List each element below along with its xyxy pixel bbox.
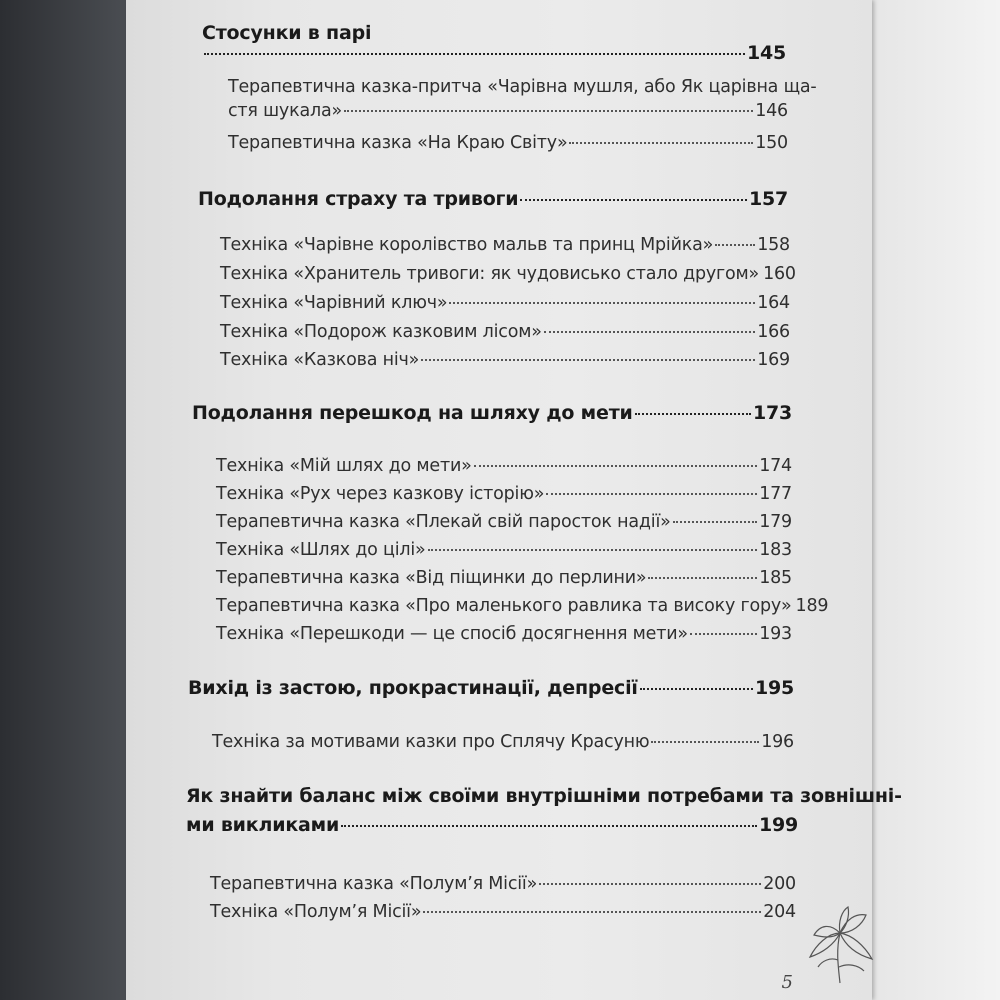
dot-leader <box>648 577 757 579</box>
heading-title: ми викликами <box>186 814 340 836</box>
dot-leader <box>474 465 758 467</box>
dot-leader <box>635 413 751 415</box>
toc-entry <box>216 540 792 560</box>
entry-title: Терапевтична казка «Від піщинки до перлини» <box>216 568 647 588</box>
entry-title: Техніка «Чарівний ключ» <box>220 293 448 313</box>
background-left <box>0 0 126 1000</box>
heading-page: 157 <box>748 188 788 210</box>
toc-entry <box>210 874 796 894</box>
toc-heading <box>202 22 786 44</box>
dot-leader <box>569 142 753 144</box>
entry-page: 158 <box>757 235 790 255</box>
entry-title: Техніка за мотивами казки про Сплячу Красуню <box>212 732 650 752</box>
toc-heading <box>192 402 792 424</box>
toc-entry <box>216 568 792 588</box>
entry-page: 204 <box>763 902 796 922</box>
heading-title: Подолання перешкод на шляху до мети <box>192 402 633 424</box>
toc-entry <box>220 322 790 342</box>
heading-title: Вихід із застою, прокрастинації, депресії <box>188 677 638 699</box>
toc-heading <box>188 677 794 699</box>
entry-title: Техніка «Рух через казкову історію» <box>216 484 545 504</box>
entry-title: Терапевтична казка «Про маленького равлика та високу гору» <box>216 596 792 616</box>
toc-entry <box>216 596 829 616</box>
dot-leader <box>546 493 757 495</box>
heading-page: 145 <box>746 42 786 64</box>
heading-page: 173 <box>752 402 792 424</box>
heading-title-line1: Як знайти баланс між своїми внутрішніми потребами та зовнішні- <box>186 785 902 807</box>
entry-page: 174 <box>759 456 792 476</box>
dot-leader <box>715 244 755 246</box>
toc-entry <box>216 624 792 644</box>
toc-heading-page-line <box>202 42 786 64</box>
dot-leader <box>690 633 757 635</box>
dot-leader <box>544 331 755 333</box>
entry-page: 169 <box>757 350 790 370</box>
entry-title: Техніка «Казкова ніч» <box>220 350 420 370</box>
dot-leader <box>520 199 747 201</box>
dot-leader <box>204 53 745 55</box>
entry-page: 179 <box>759 512 792 532</box>
entry-page: 189 <box>795 596 829 616</box>
entry-title: Терапевтична казка-притча «Чарівна мушля, або Як царівна ща- <box>228 77 817 97</box>
entry-title: Терапевтична казка «Полум’я Місії» <box>210 874 538 894</box>
entry-page: 193 <box>759 624 792 644</box>
entry-title: Терапевтична казка «На Краю Світу» <box>228 133 568 153</box>
toc-entry <box>212 732 794 752</box>
entry-title: Техніка «Хранитель тривоги: як чудовисько стало другом» <box>220 264 760 284</box>
entry-page: 150 <box>755 133 788 153</box>
toc-entry <box>216 512 792 532</box>
dot-leader <box>539 883 761 885</box>
dot-leader <box>421 359 755 361</box>
dot-leader <box>673 521 758 523</box>
entry-page: 196 <box>761 732 794 752</box>
entry-title: Терапевтична казка «Плекай свій паросток надії» <box>216 512 671 532</box>
toc-entry <box>220 350 790 370</box>
toc-heading <box>186 785 902 807</box>
toc-entry <box>220 264 796 284</box>
toc-entry <box>228 101 788 121</box>
page-number: 5 <box>781 972 793 993</box>
toc-heading <box>198 188 788 210</box>
dot-leader <box>640 688 753 690</box>
entry-page: 177 <box>759 484 792 504</box>
toc-entry <box>228 133 788 153</box>
toc-entry <box>220 293 790 313</box>
book-page <box>126 0 902 1000</box>
entry-title: Техніка «Чарівне королівство мальв та принц Мрійка» <box>220 235 714 255</box>
toc-entry <box>228 77 817 97</box>
heading-page: 195 <box>754 677 794 699</box>
entry-page: 166 <box>757 322 790 342</box>
entry-title: Техніка «Перешкоди — це спосіб досягнення мети» <box>216 624 688 644</box>
toc-entry <box>220 235 790 255</box>
dot-leader <box>344 110 753 112</box>
entry-page: 146 <box>755 101 788 121</box>
toc-entry <box>216 456 792 476</box>
toc-heading <box>186 814 798 836</box>
flower-illustration <box>800 905 880 985</box>
toc-entry <box>216 484 792 504</box>
toc-entry <box>210 902 796 922</box>
heading-page: 199 <box>758 814 798 836</box>
heading-title: Подолання страху та тривоги <box>198 188 519 210</box>
entry-page: 200 <box>763 874 796 894</box>
entry-page: 185 <box>759 568 792 588</box>
dot-leader <box>423 911 761 913</box>
table-of-contents <box>126 0 902 1000</box>
entry-title: стя шукала» <box>228 101 342 121</box>
entry-title: Техніка «Шлях до цілі» <box>216 540 426 560</box>
entry-page: 183 <box>759 540 792 560</box>
dot-leader <box>651 741 759 743</box>
entry-page: 164 <box>757 293 790 313</box>
heading-title: Стосунки в парі <box>202 22 372 44</box>
dot-leader <box>449 302 755 304</box>
entry-title: Техніка «Подорож казковим лісом» <box>220 322 542 342</box>
background-right <box>872 0 1000 1000</box>
entry-page: 160 <box>763 264 796 284</box>
dot-leader <box>428 549 758 551</box>
entry-title: Техніка «Мій шлях до мети» <box>216 456 472 476</box>
entry-title: Техніка «Полум’я Місії» <box>210 902 422 922</box>
dot-leader <box>341 825 757 827</box>
